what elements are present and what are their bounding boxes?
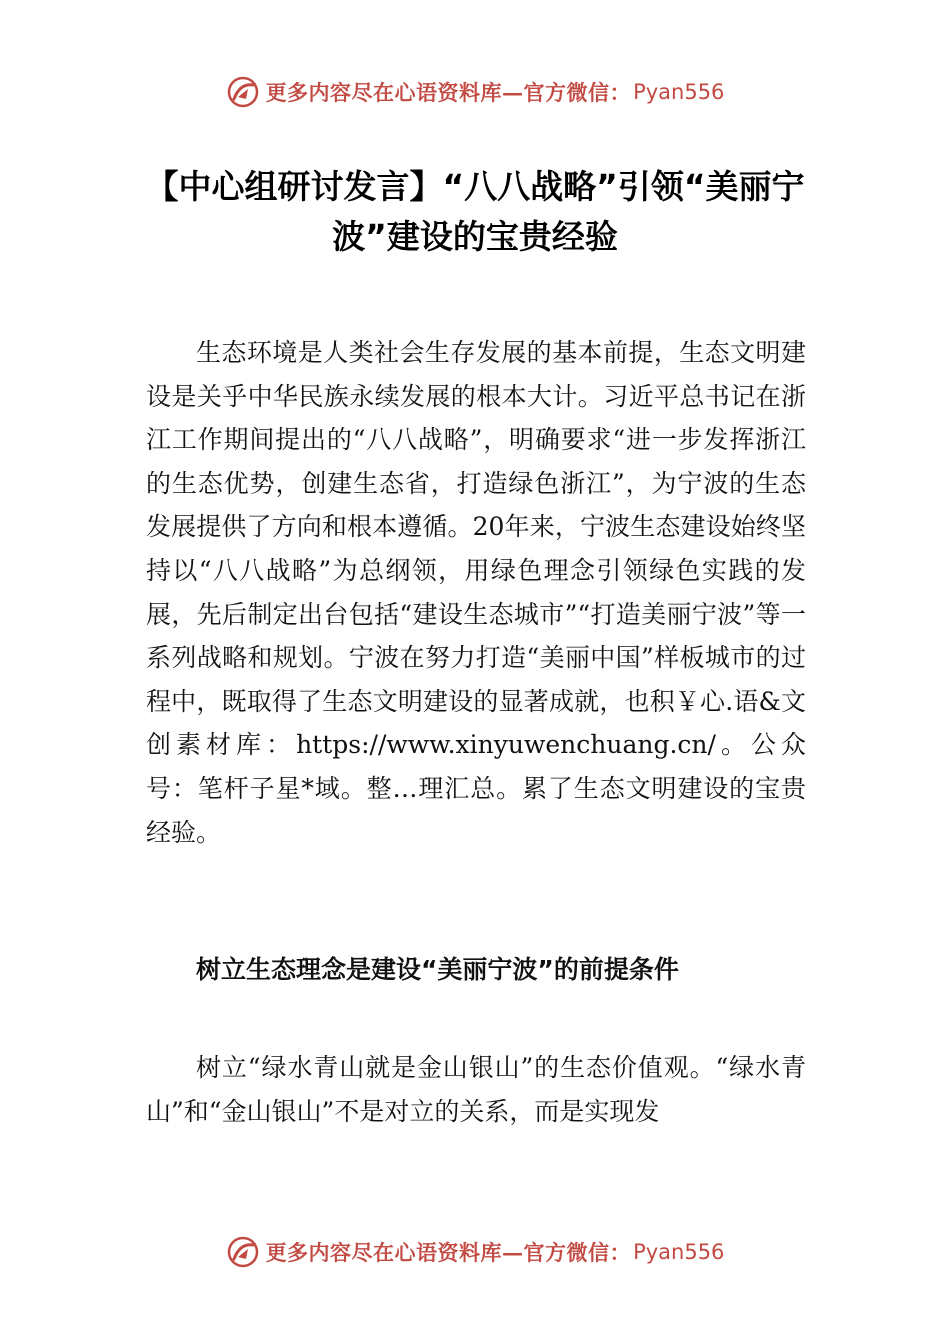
header-contact: Pyan556 [633,80,725,104]
header-banner-text: 更多内容尽在心语资料库—官方微信： [265,80,632,105]
section-heading: 树立生态理念是建设“美丽宁波”的前提条件 [196,955,679,984]
brand-logo-icon [226,1235,260,1269]
footer-contact: Pyan556 [633,1240,725,1264]
header-banner [0,72,950,112]
footer-banner [0,1232,950,1272]
body-paragraph-1: 生态环境是人类社会生存发展的基本前提，生态文明建设是关乎中华民族永续发展的根本大计。习近平总书记在浙江工作期间提出的“八八战略”，明确要求“进一步发挥浙江的生态优势，创建生态省，打造绿色浙江”，为宁波的生态发展提供了方向和根本遵循。20年来，宁波生态建设始终坚持以“八八战略”为总纲领，用绿色理念引领绿色实践的发展，先后制定出台包括“建设生态城市”“打造美丽宁波”等一系列战略和规划。宁波在努力打造“美丽中国”样板城市的过程中，既取得了生态文明建设的显著成就，也积￥心.语&文创素材库：https://www.xinyuwenchuang.cn/。公众号：笔杆子星*域。整…理汇总。累了生态文明建设的宝贵经验。 [146,338,806,847]
footer-banner-text: 更多内容尽在心语资料库—官方微信： [265,1240,632,1265]
page-title: 【中心组研讨发言】“八八战略”引领“美丽宁波”建设的宝贵经验 [145,167,805,256]
brand-logo-icon [226,75,260,109]
body-paragraph-2: 树立“绿水青山就是金山银山”的生态价值观。“绿水青山”和“金山银山”不是对立的关系，而是实现发 [146,1053,806,1126]
